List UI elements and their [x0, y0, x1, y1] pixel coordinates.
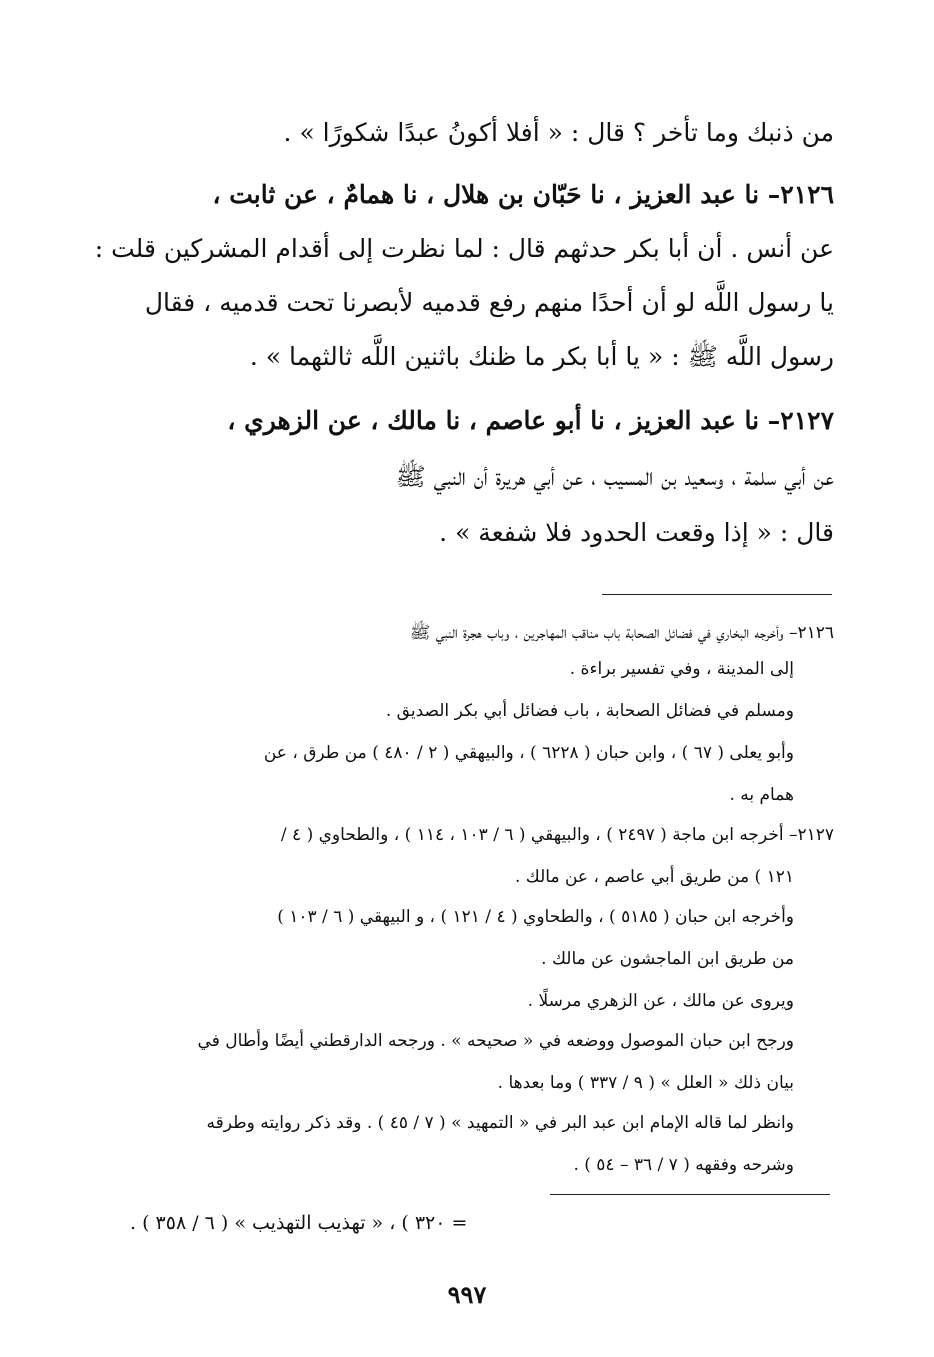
- footnote-line: همام به .: [729, 785, 794, 805]
- footnote-line: بيان ذلك « العلل » ( ٩ / ٣٣٧ ) وما بعدها .: [497, 1073, 794, 1093]
- footnote-2126: ٢١٢٦– وأخرجه البخاري في فضائل الصحابة باب مناقب المهاجرين ، وباب هجرة النبي ﷺ: [409, 623, 834, 643]
- main-line: من ذنبك وما تأخر ؟ قال : « أفلا أكونُ عبدًا شكورًا » .: [283, 118, 834, 147]
- main-line: رسول اللَّه ﷺ : « يا أبا بكر ما ظنك باثنين اللَّه ثالثهما » .: [249, 342, 834, 371]
- footnote-line: ورجح ابن حبان الموصول ووضعه في « صحيحه » . ورجحه الدارقطني أيضًا وأطال في: [197, 1031, 794, 1051]
- footnote-line: وانظر لما قاله الإمام ابن عبد البر في « التمهيد » ( ٧ / ٤٥ ) . وقد ذكر روايته وطرقه: [206, 1113, 794, 1133]
- footnote-line: وأبو يعلى ( ٦٧ ) ، وابن حبان ( ٦٢٢٨ ) ، والبيهقي ( ٢ / ٤٨٠ ) من طرق ، عن: [263, 743, 794, 763]
- continued-footnote: = ٣٢٠ ) ، « تهذيب التهذيب » ( ٦ / ٣٥٨ ) .: [130, 1212, 468, 1234]
- main-line: قال : « إذا وقعت الحدود فلا شفعة » .: [439, 518, 834, 547]
- page-number: ٩٩٧: [447, 1280, 487, 1309]
- footnote-line: ١٢١ ) من طريق أبي عاصم ، عن مالك .: [514, 867, 794, 887]
- hadith-2126-line: ٢١٢٦– نا عبد العزيز ، نا حَبّان بن هلال ، نا همامٌ ، عن ثابت ،: [212, 180, 834, 209]
- footnote-line: ويروى عن مالك ، عن الزهري مرسلًا .: [527, 991, 794, 1011]
- footnote-line: إلى المدينة ، وفي تفسير براءة .: [569, 659, 794, 679]
- footnote-line: وأخرجه ابن حبان ( ٥١٨٥ ) ، والطحاوي ( ٤ / ١٢١ ) ، و البيهقي ( ٦ / ١٠٣ ): [277, 907, 794, 927]
- continuation-separator: [550, 1194, 830, 1195]
- hadith-2127-line: ٢١٢٧– نا عبد العزيز ، نا أبو عاصم ، نا مالك ، عن الزهري ،: [227, 406, 834, 435]
- footnote-line: وشرحه وفقهه ( ٧ / ٣٦ – ٥٤ ) .: [573, 1155, 794, 1175]
- footnote-separator: [602, 594, 832, 595]
- footnote-line: ومسلم في فضائل الصحابة ، باب فضائل أبي بكر الصديق .: [385, 701, 794, 721]
- main-line: عن أبي سلمة ، وسعيد بن المسيب ، عن أبي هريرة أن النبي ﷺ: [395, 462, 834, 491]
- footnote-2127: ٢١٢٧– أخرجه ابن ماجة ( ٢٤٩٧ ) ، والبيهقي ( ٦ / ١٠٣ ، ١١٤ ) ، والطحاوي ( ٤ /: [280, 825, 834, 845]
- main-line: عن أنس . أن أبا بكر حدثهم قال : لما نظرت إلى أقدام المشركين قلت :: [94, 234, 834, 263]
- footnote-line: من طريق ابن الماجشون عن مالك .: [541, 949, 794, 969]
- main-line: يا رسول اللَّه لو أن أحدًا منهم رفع قدميه لأبصرنا تحت قدميه ، فقال: [144, 288, 834, 317]
